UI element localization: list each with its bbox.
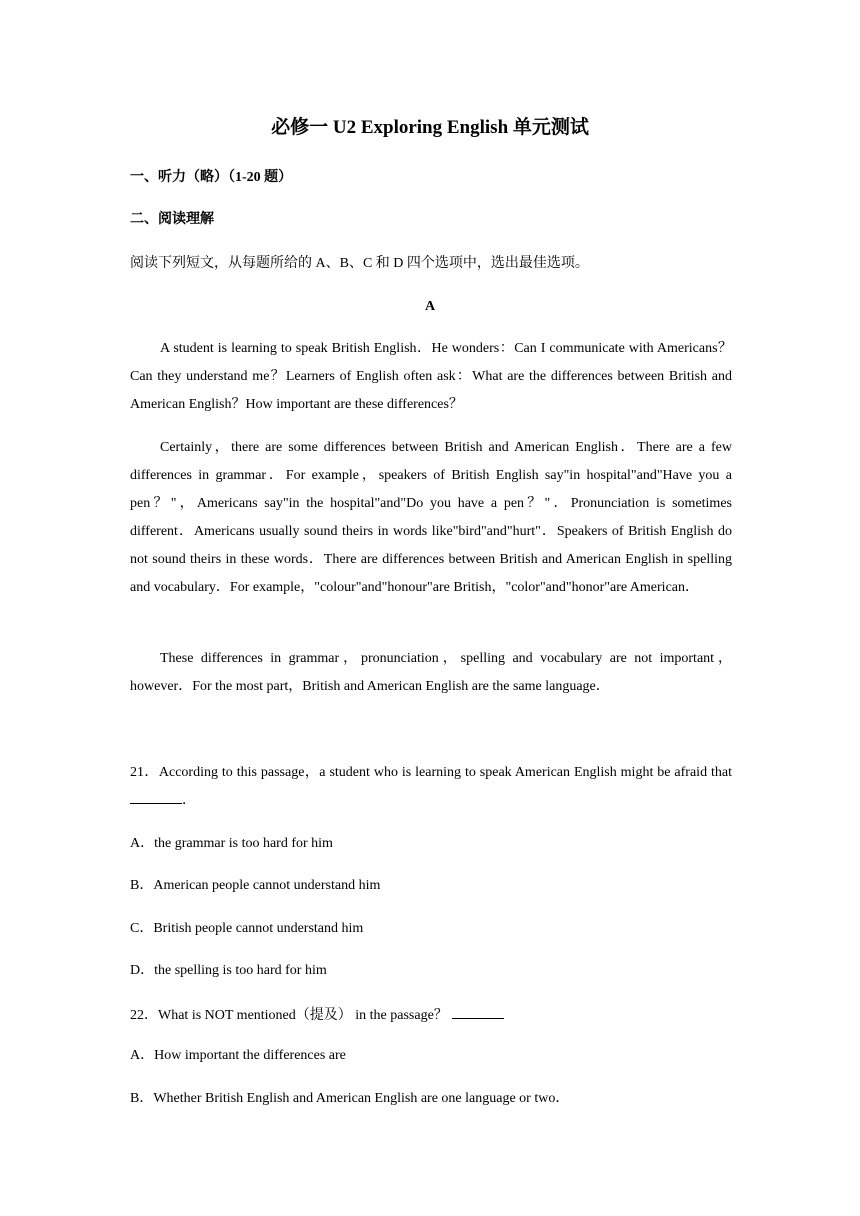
passage-paragraph — [130, 434, 732, 602]
question-21-option-a: A．the grammar is too hard for him — [130, 836, 333, 851]
section-listening-heading: 一、听力（略）（1-20 题） — [130, 170, 293, 185]
answer-blank — [452, 1004, 504, 1019]
paragraph-text: These differences in grammar，pronunciation，spelling and vocabulary are not important，however．For the most part，British and American English are the same language． — [130, 651, 732, 694]
question-end: ． — [182, 793, 196, 808]
paragraph-text: A student is learning to speak British English．He wonders：Can I communicate with Americans？Can they understand me？Learners of English often ask：What are the differences between British and American English？How important are these differences？ — [130, 341, 732, 412]
question-21-option-d: D．the spelling is too hard for him — [130, 963, 327, 978]
question-22-option-b: B．Whether British English and American English are one language or two． — [130, 1091, 570, 1106]
answer-blank — [130, 789, 182, 804]
question-21-option-b: B．American people cannot understand him — [130, 878, 381, 893]
passage-paragraph — [130, 335, 732, 419]
question-22-stem — [130, 1004, 504, 1026]
section-reading-heading: 二、阅读理解 — [130, 212, 214, 227]
paragraph-text: Certainly，there are some differences between British and American English．There are a few differences in grammar．For example，speakers of British English say"in hospital"and"Have you a pen？"，Americans say"in the hospital"and"Do you have a pen？"．Pronunciation is sometimes different．Americans usually sound theirs in words like"bird"and"hurt"．Speakers of British English do not sound theirs in these words．There are differences between British and American English in spelling and vocabulary．For example，"colour"and"honour"are British，"color"and"honor"are American． — [130, 440, 732, 595]
passage-label: A — [424, 299, 436, 314]
question-22-option-a: A．How important the differences are — [130, 1048, 346, 1063]
reading-instruction: 阅读下列短文，从每题所给的 A、B、C 和 D 四个选项中，选出最佳选项。 — [130, 256, 589, 271]
question-text: 22．What is NOT mentioned（提及） in the passage？ — [130, 1008, 448, 1023]
passage-paragraph — [130, 645, 732, 701]
question-text: 21．According to this passage，a student who is learning to speak American English might be afraid that — [130, 765, 732, 780]
document-title: 必修一 U2 Exploring English 单元测试 — [271, 117, 589, 138]
question-21-option-c: C．British people cannot understand him — [130, 921, 364, 936]
question-21-stem — [130, 759, 732, 815]
